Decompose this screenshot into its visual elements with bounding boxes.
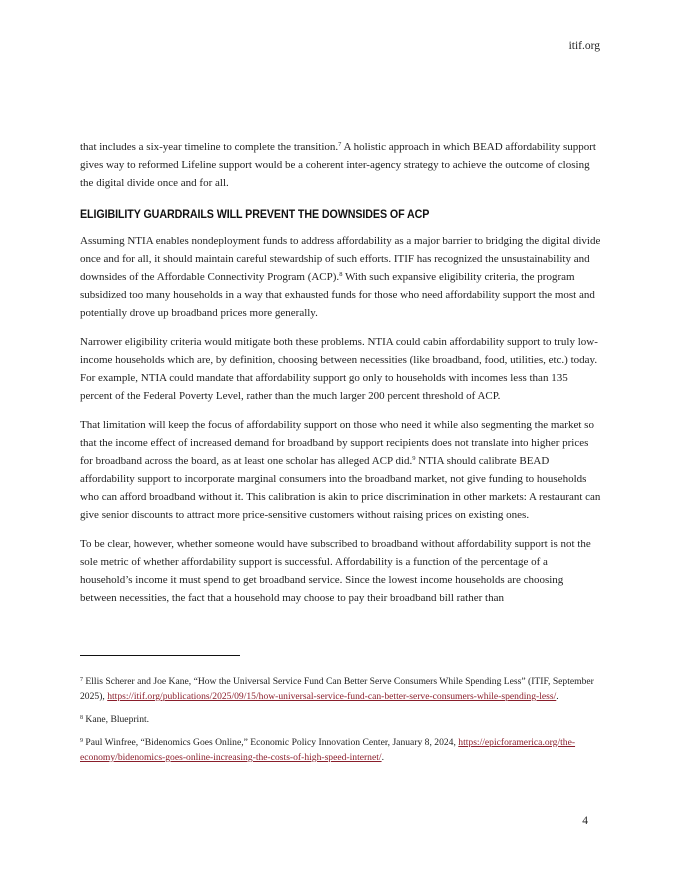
- footnote-number: 9: [80, 738, 83, 744]
- section-heading: ELIGIBILITY GUARDRAILS WILL PREVENT THE DOWNSIDES OF ACP: [80, 209, 430, 221]
- footnote: [80, 735, 602, 765]
- footnote-link[interactable]: https://itif.org/publications/2025/09/15/how-universal-service-fund-can-better-serve-consumers-while-spending-less/: [107, 691, 557, 702]
- footnote-number: 7: [80, 677, 83, 683]
- footnote-text: Paul Winfree, “Bidenomics Goes Online,” Economic Policy Innovation Center, January 8, 2024,: [85, 737, 459, 748]
- paragraph: [80, 138, 602, 192]
- footnote: [80, 674, 602, 704]
- footnote-punct: .: [381, 752, 384, 763]
- footnote-divider: [80, 655, 240, 656]
- footnote-number: 8: [80, 715, 83, 721]
- paragraph: [80, 416, 602, 524]
- paragraph-text: A holistic approach in which BEAD affordability support gives way to reformed Lifeline support would be a coherent inter-agency strategy to achieve the outcome of closing the digital divide once and for all.: [80, 141, 596, 189]
- paragraph-text: That limitation will keep the focus of affordability support on those who need it while also segmenting the market so that the income effect of increased demand for broadband by support recipients does not translate into higher prices for broadband across the board, as at least one scholar has alleged ACP did.: [80, 419, 594, 467]
- paragraph-text: With such expansive eligibility criteria, the program subsidized too many households in a way that exhausted funds for those who need affordability support the most and potentially drove up broadband prices more generally.: [80, 271, 595, 319]
- page-number: 4: [582, 815, 588, 827]
- footnote-link[interactable]: https://epicforamerica.org/the-economy/bidenomics-goes-online-increasing-the-costs-of-high-speed-internet/: [80, 737, 576, 763]
- footnote-ref[interactable]: 7: [338, 141, 342, 148]
- paragraph: [80, 232, 602, 322]
- footnote-text: Kane, Blueprint.: [85, 714, 150, 725]
- footnote-punct: .: [556, 691, 559, 702]
- footnote-text: Ellis Scherer and Joe Kane, “How the Universal Service Fund Can Better Serve Consumers While Spending Less” (ITIF, September 2025),: [80, 676, 594, 702]
- paragraph-text: NTIA should calibrate BEAD affordability support to incorporate marginal consumers into the broadband market, not give funding to households who can afford broadband without it. This calibration is akin to price discrimination in other markets: A restaurant can give senior discounts to attract more price-sensitive customers without raising prices on existing ones.: [80, 455, 601, 521]
- footnote-ref[interactable]: 9: [412, 455, 416, 462]
- paragraph: Narrower eligibility criteria would mitigate both these problems. NTIA could cabin affordability support to truly low-income households which are, by definition, choosing between necessities (like broadband, food, utilities, etc.) today. For example, NTIA could mandate that affordability support go only to households with incomes less than 135 percent of the Federal Poverty Level, rather than the much larger 200 percent threshold of ACP.: [80, 336, 598, 402]
- footnote: [80, 712, 602, 727]
- paragraph: To be clear, however, whether someone would have subscribed to broadband without affordability support is not the sole metric of whether affordability support is successful. Affordability is a function of the percentage of a household’s income it must spend to get broadband service. Since the lowest income households are choosing between necessities, the fact that a household may choose to pay their broadband bill rather than: [80, 538, 591, 604]
- site-name: itif.org: [568, 40, 600, 52]
- paragraph-text: that includes a six-year timeline to complete the transition.: [80, 141, 339, 153]
- footnote-ref[interactable]: 8: [339, 271, 343, 278]
- main-content: [80, 138, 602, 618]
- paragraph-text: Assuming NTIA enables nondeployment funds to address affordability as a major barrier to bridging the digital divide once and for all, it should maintain careful stewardship of such efforts. ITIF has recognized the unsustainability and downsides of the Affordable Connectivity Program (ACP).: [80, 235, 601, 283]
- footnotes: [80, 674, 602, 773]
